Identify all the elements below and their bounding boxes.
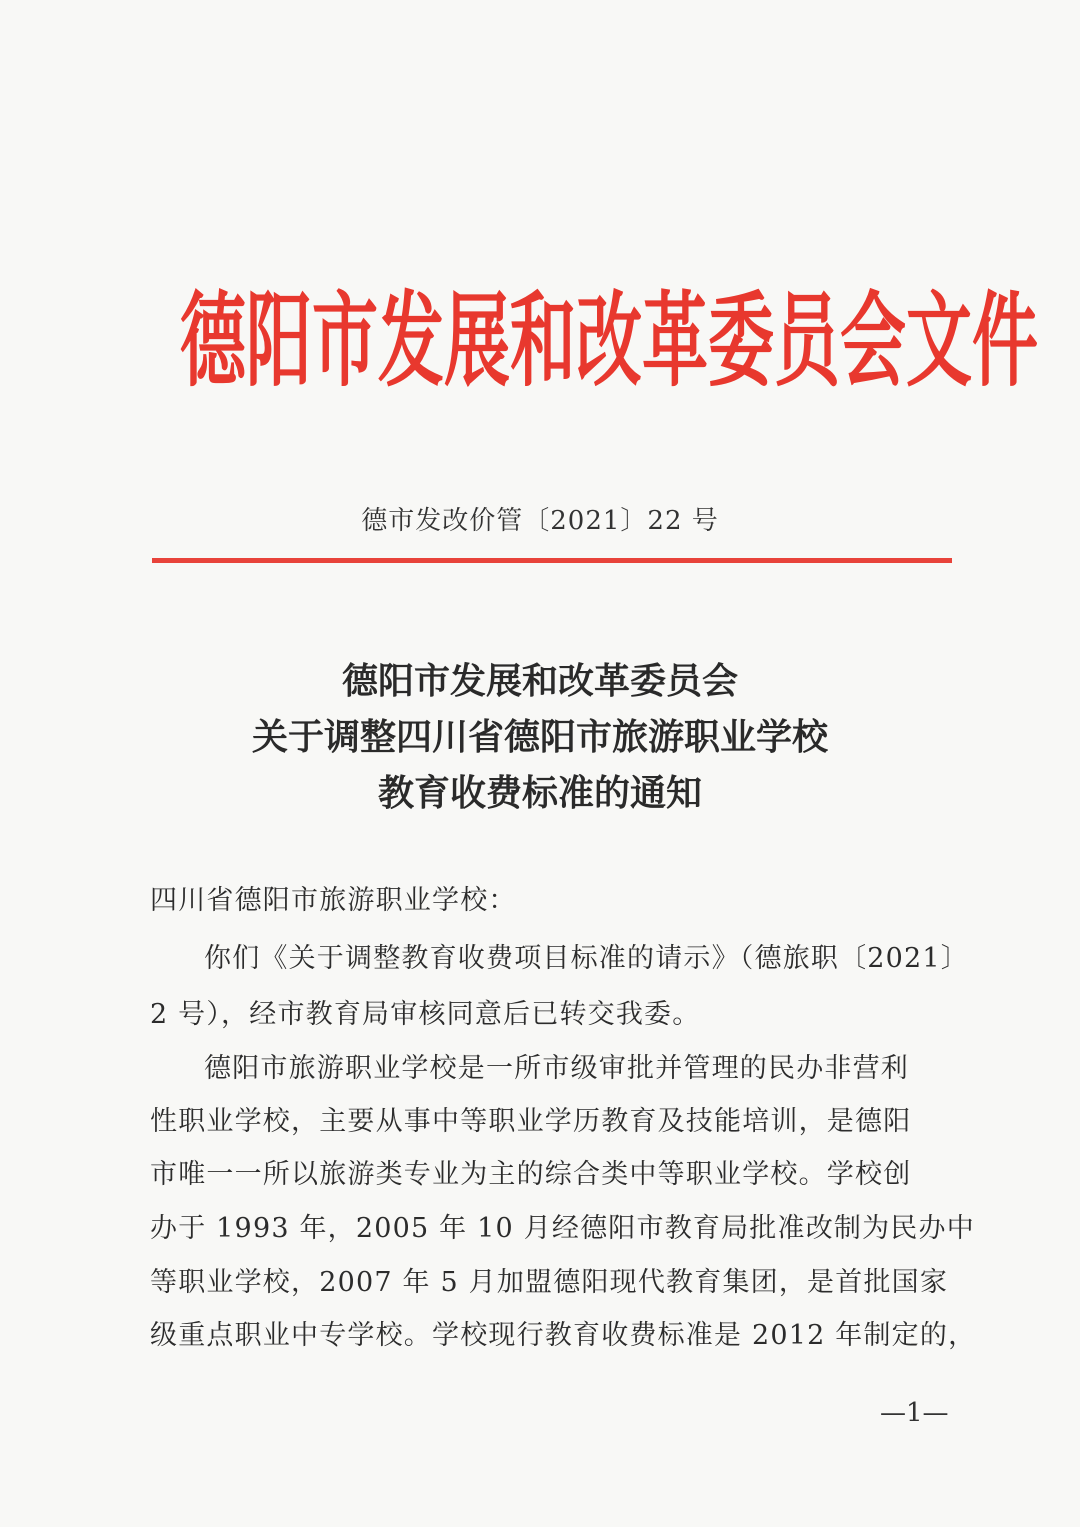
title-line-3: 教育收费标准的通知 xyxy=(377,773,702,814)
document-number: 德市发改价管〔2021〕22 号 xyxy=(361,506,719,536)
paragraph-2-line: 市唯一一所以旅游类专业为主的综合类中等职业学校。学校创 xyxy=(150,1159,912,1190)
title-line-2: 关于调整四川省德阳市旅游职业学校 xyxy=(251,717,828,758)
paragraph-1-line: 你们《关于调整教育收费项目标准的请示》（德旅职〔2021〕 xyxy=(204,943,970,974)
salutation: 四川省德阳市旅游职业学校： xyxy=(150,885,517,916)
paragraph-2-line: 等职业学校，2007 年 5 月加盟德阳现代教育集团，是首批国家 xyxy=(150,1267,949,1298)
paragraph-2-line: 级重点职业中专学校。学校现行教育收费标准是 2012 年制定的， xyxy=(150,1320,977,1351)
title-line-1: 德阳市发展和改革委员会 xyxy=(341,661,738,702)
document-masthead: 德阳市发展和改革委员会文件 xyxy=(180,281,1038,401)
paragraph-1-line: 2 号），经市教育局审核同意后已转交我委。 xyxy=(150,999,701,1030)
paragraph-2-line: 性职业学校，主要从事中等职业学历教育及技能培训，是德阳 xyxy=(150,1106,912,1137)
paragraph-2-line: 德阳市旅游职业学校是一所市级审批并管理的民办非营利 xyxy=(204,1053,909,1084)
red-divider-line xyxy=(152,558,952,563)
paragraph-2-line: 办于 1993 年，2005 年 10 月经德阳市教育局批准改制为民办中 xyxy=(150,1213,975,1244)
page-number: —1— xyxy=(880,1398,949,1428)
